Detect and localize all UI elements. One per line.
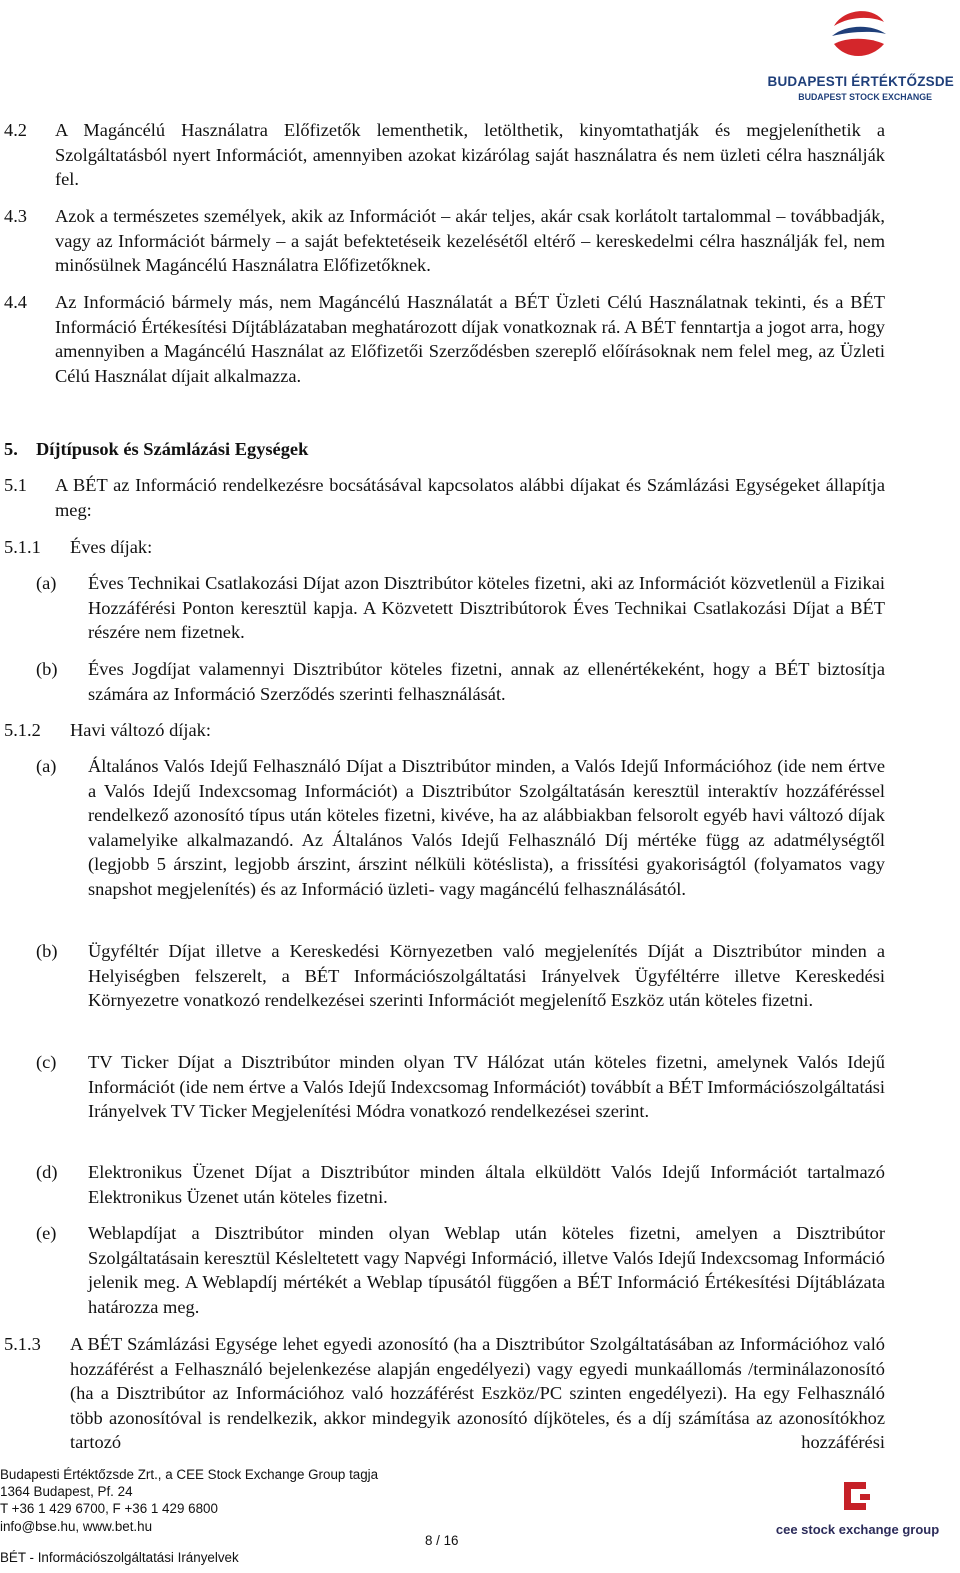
- footer-company: Budapesti Értéktőzsde Zrt., a CEE Stock Exchange Group tagja: [0, 1467, 379, 1482]
- paragraph-5-1-1-b: Éves Jogdíjat valamennyi Disztribútor köteles fizetni, annak az ellenértékeként, hogy a BÉT biztosítja számára az Információ Szerződés szerinti felhasználását.: [88, 659, 885, 704]
- paragraph-4-4: Az Információ bármely más, nem Magáncélú Használatát a BÉT Üzleti Célú Használatnak tekinti, és a BÉT Információ Értékesítési Díjtáblázataban meghatározott díjak vonatkoznak rá. A BÉT fenntartja a jogot arra, hogy amennyiben a Magáncélú Használat az Előfizetői Szerződésben szereplő előírásoknak nem felel meg, az Üzleti Célú Használat díjait alkalmazza.: [55, 292, 885, 386]
- list-marker: (c): [36, 1052, 57, 1072]
- footer-address: [0, 1466, 378, 1535]
- bse-logo: [764, 4, 954, 100]
- paragraph-5-1-1-a: Éves Technikai Csatlakozási Díjat azon Disztribútor köteles fizetni, aki az Információt közvetlenül a Fizikai Hozzáférési Ponton keresztül kapja. A Közvetett Disztribútorok Éves Technikai Csatlakozási Díjat a BÉT részére nem fizetnek.: [88, 573, 885, 643]
- paragraph-5-1: A BÉT az Információ rendelkezésre bocsátásával kapcsolatos alábbi díjakat és Számlázási Egységeket állapítja meg:: [55, 475, 885, 520]
- page-number: 8 / 16: [425, 1533, 459, 1548]
- paragraph-4-3: Azok a természetes személyek, akik az Információt – akár teljes, akár csak korlátolt tartalommal – továbbadják, vagy az Információt bármely – a saját befektetéseik kezelésétől eltérő – kereskedelmi célra használják fel, nem minősülnek Magáncélú Használatra Előfizetőknek.: [55, 206, 885, 276]
- paragraph-5-1-2-b: Ügyféltér Díjat illetve a Kereskedési Környezetben való megjelenítés Díját a Disztribútor minden a Helyiségben felszerelt, a BÉT Információszolgáltatási Irányelvek Ügyféltérre illetve Kereskedési Környezetre vonatkozó rendelkezései szerinti Információt megjelenítő Eszköz után köteles fizetni.: [88, 941, 885, 1011]
- footer-po-box: 1364 Budapest, Pf. 24: [0, 1484, 133, 1500]
- list-marker: (e): [36, 1223, 57, 1243]
- cee-group-logo-text: cee stock exchange group: [775, 1522, 940, 1537]
- section-heading-title: Díjtípusok és Számlázási Egységek: [36, 439, 309, 459]
- section-number: 4.2: [4, 120, 27, 140]
- section-number: 5.1.2: [4, 720, 41, 740]
- paragraph-4-2: A Magáncélú Használatra Előfizetők lementhetik, letölthetik, kinyomtathatják és megjeleníthetik a Szolgáltatásból nyert Információt, amennyiben azokat kizárólag saját használatra és nem üzleti célra használják fel.: [55, 120, 885, 190]
- cee-group-mark-icon: [842, 1480, 872, 1512]
- paragraph-5-1-2-c: TV Ticker Díjat a Disztribútor minden olyan TV Hálózat után köteles fizetni, amelynek Valós Idejű Információt (ide nem értve a Valós Idejű Indexcsomag Információt) továbbít a BÉT Imformációszolgáltatási Irányelvek TV Ticker Megjelenítési Módra vonatkozó rendelkezései szerint.: [88, 1052, 886, 1122]
- list-marker: (b): [36, 941, 58, 961]
- list-marker: (d): [36, 1162, 58, 1182]
- bse-logo-subtitle: BUDAPEST STOCK EXCHANGE: [798, 92, 932, 102]
- paragraph-5-1-2-e: Weblapdíjat a Disztribútor minden olyan Weblap után köteles fizetni, amelyen a Disztribútor Szolgáltatásain keresztül Késleltetett vagy Napvégi Információ, illetve Valós Idejű Indexcsomag Információ jelenik meg. A Weblapdíj mértékét a Weblap típusától függően a BÉT Információ Értékesítési Díjtáblázata határozza meg.: [88, 1223, 885, 1317]
- paragraph-5-1-2-a: Általános Valós Idejű Felhasználó Díjat a Disztribútor minden, a Valós Idejű Információhoz (ide nem értve a Valós Idejű Indexcsomag Információt) a Disztribútor Szolgáltatásán keresztül interaktív hozzáféréssel rendelkező azonosító típus után köteles fizetni, kivéve, ha az alábbiakban felsorolt egyéb havi változó díjak valamelyike alkalmazandó. Az Általános Valós Idejű Felhasználó Díj mértéke függ az adatmélységtől (legjobb 5 árszint, legjobb árszint, árszint nélküli kötéslista), a frissítési gyakoriságtól (folyamatos vagy snapshot megjelenítés) és az Információ üzleti- vagy magáncélú felhasználásától.: [88, 756, 885, 899]
- footer-phone: T +36 1 429 6700, F +36 1 429 6800: [0, 1501, 218, 1517]
- section-number: 5.1.1: [4, 537, 41, 557]
- subsection-title: Éves díjak:: [70, 537, 153, 557]
- footer-email-web: info@bse.hu, www.bet.hu: [0, 1518, 153, 1534]
- footer-document-title: BÉT - Információszolgáltatási Irányelvek: [0, 1550, 239, 1565]
- bse-logo-mark-icon: [824, 4, 894, 64]
- subsection-title: Havi változó díjak:: [70, 720, 211, 740]
- paragraph-5-1-2-d: Elektronikus Üzenet Díjat a Disztribútor minden általa elküldött Valós Idejű Információt tartalmazó Elektronikus Üzenet után köteles fizetni.: [88, 1162, 885, 1207]
- section-number: 5.1.3: [4, 1334, 41, 1354]
- list-marker: (b): [36, 659, 58, 679]
- cee-group-logo: [770, 1480, 945, 1542]
- list-marker: (a): [36, 756, 57, 776]
- section-heading-number: 5.: [4, 439, 18, 459]
- section-number: 5.1: [4, 475, 27, 495]
- section-number: 4.4: [4, 292, 27, 312]
- list-marker: (a): [36, 573, 57, 593]
- bse-logo-name: BUDAPESTI ÉRTÉKTŐZSDE: [767, 74, 954, 89]
- paragraph-5-1-3: A BÉT Számlázási Egysége lehet egyedi azonosító (ha a Disztribútor Szolgáltatásában az Információhoz való hozzáférést a Felhasználó bejelenkezése alapján engedélyezi) vagy egyedi munkaállomás /terminálazonosító (ha a Disztribútor az Információhoz való hozzáférést Eszköz/PC szinten engedélyezi). Ha egy Felhasználó több azonosítóval is rendelkezik, akkor mindegyik azonosító díjköteles, és a díj számítása az azonosítókhoz tartozó hozzáférési: [70, 1334, 885, 1453]
- section-number: 4.3: [4, 206, 27, 226]
